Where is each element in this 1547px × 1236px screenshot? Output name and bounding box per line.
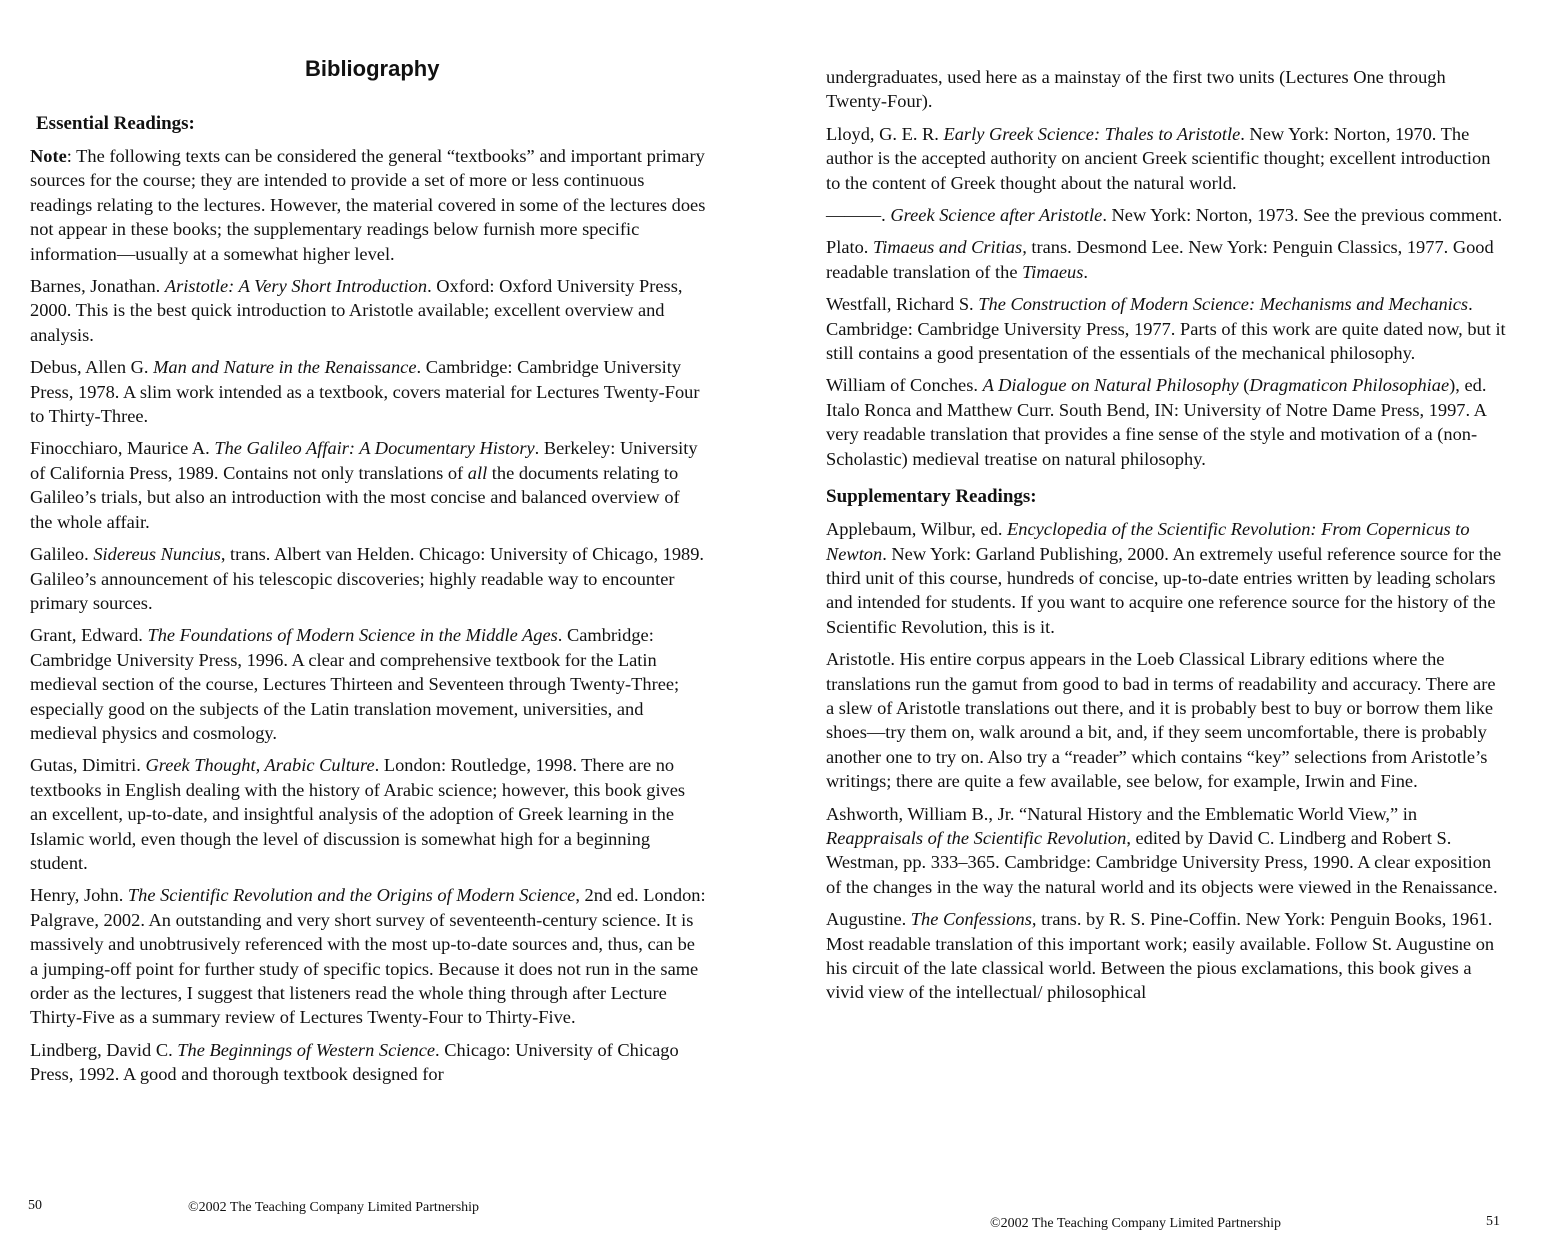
- copyright-notice: ©2002 The Teaching Company Limited Partnership: [188, 1200, 480, 1215]
- bibliography-entry: [826, 647, 1506, 793]
- entry-text: ), ed. Italo Ronca and Matthew Curr. South Bend, IN: University of Notre Dame Press, 1997. A very readable translation that provides a fine sense of the style and motivation of a (non-Scholastic) medieval treatise on natural philosophy.: [826, 375, 1487, 469]
- note-label: Note: [30, 146, 67, 166]
- entry-text: Henry, John.: [30, 885, 128, 906]
- entry-text: Plato.: [826, 237, 874, 258]
- right-page: [780, 0, 1547, 1236]
- entry-text: . Oxford: Oxford University Press, 2000. This is the best quick introduction to Aristotle available; excellent overview and analysis.: [30, 276, 683, 345]
- entry-text: . London: Routledge, 1998. There are no textbooks in English dealing with the history of Arabic science; however, this book gives an excellent, up-to-date, and insightful analysis of the adoption of Greek learning in the Islamic world, even though the level of discussion is somewhat high for a beginning student.: [30, 755, 686, 873]
- entry-text: . New York: Norton, 1970. The author is the accepted authority on ancient Greek scientific thought; excellent introduction to the content of Greek thought about the natural world.: [826, 123, 1491, 193]
- essential-entries: [30, 274, 706, 1087]
- bibliography-entry: [826, 122, 1506, 195]
- bibliography-entry: [30, 753, 706, 875]
- right-column: [826, 65, 1506, 1013]
- bibliography-entry: [30, 1038, 706, 1087]
- entry-title: Greek Thought, Arabic Culture: [145, 755, 375, 776]
- entry-text: Ashworth, William B., Jr. “Natural History and the Emblematic World View,” in: [826, 803, 1418, 824]
- supplementary-readings-heading: Supplementary Readings:: [826, 486, 1037, 508]
- entry-text: , 2nd ed. London: Palgrave, 2002. An outstanding and very short survey of seventeenth-century science. It is massively and unobtrusively referenced with the most up-to-date sources and, thus, can be a jumping-off point for further study of specific topics. Because it does not run in the same order as the lectures, I suggest that listeners read the whole thing through after Lecture Thirty-Five as a summary review of Lectures Twenty-Four to Thirty-Five.: [30, 885, 706, 1028]
- entry-text: undergraduates, used here as a mainstay of the first two units (Lectures One through Twenty-Four).: [826, 67, 1446, 112]
- bibliography-entry: [826, 292, 1506, 365]
- bibliography-entry: [826, 203, 1506, 227]
- entry-text: Aristotle. His entire corpus appears in the Loeb Classical Library editions where the translations run the gamut from good to bad in terms of readability and accuracy. There are a slew of Aristotle translations out there, and it is probably best to buy or borrow them like shoes—try them on, walk around a bit, and, if they seem uncomfortable, there is probably another one to try on. Also try a “reader” which contains “key” selections from Aristotle’s writings; there are quite a few available, see below, for example, Irwin and Fine.: [826, 649, 1496, 792]
- entry-text: Barnes, Jonathan.: [30, 276, 165, 297]
- entry-title: Sidereus Nuncius: [93, 544, 221, 565]
- entry-text: Westfall, Richard S.: [826, 294, 979, 315]
- entry-text: Debus, Allen G.: [30, 357, 154, 378]
- entry-title: Dragmaticon Philosophiae: [1249, 375, 1450, 396]
- note-text: : The following texts can be considered the general “textbooks” and important primary sources for the course; they are intended to provide a set of more or less continuous readings relating to the lectures. However, the material covered in some of the lectures does not appear in these books; the supplementary readings below furnish more specific information—usually at a somewhat higher level.: [30, 146, 706, 264]
- entry-title: The Confessions: [910, 909, 1032, 930]
- entry-text: Finocchiaro, Maurice A.: [30, 438, 215, 459]
- entry-title: The Construction of Modern Science: Mechanisms and Mechanics: [978, 294, 1469, 315]
- entry-text: . Cambridge: Cambridge University Press, 1978. A slim work intended as a textbook, covers material for Lectures Twenty-Four to Thirty-Three.: [30, 357, 700, 427]
- entry-text: William of Conches.: [826, 375, 983, 396]
- bibliography-entry: [826, 907, 1506, 1005]
- entry-text: , trans. by R. S. Pine-Coffin. New York: Penguin Books, 1961. Most readable translation of this important work; easily available. Follow St. Augustine on his circuit of the late classical world. Between the pious exclamations, this book gives a vivid view of the intellectual/ philosophical: [826, 909, 1495, 1003]
- continued-entries: [826, 65, 1506, 471]
- bibliography-entry: [826, 373, 1506, 471]
- entry-text: ———.: [826, 205, 891, 226]
- entry-text: . Cambridge: Cambridge University Press, 1996. A clear and comprehensive textbook for the Latin medieval section of the course, Lectures Thirteen and Seventeen through Twenty-Three; especially good on the subjects of the Latin translation movement, universities, and medieval physics and cosmology.: [30, 625, 680, 743]
- entry-title: The Foundations of Modern Science in the Middle Ages: [147, 625, 558, 646]
- bibliography-entry: [826, 802, 1506, 900]
- entry-text: trans. Desmond Lee. New York: Penguin Classics, 1977. Good readable translation of the: [826, 237, 1494, 282]
- bibliography-entry: [826, 65, 1506, 114]
- page-number: 51: [1486, 1214, 1500, 1229]
- entry-title: Timaeus: [1022, 261, 1084, 282]
- entry-text: . Berkeley: University of California Press, 1989. Contains not only translations of: [30, 438, 698, 483]
- entry-text: Augustine.: [826, 909, 911, 930]
- bibliography-entry: [30, 436, 706, 534]
- page-title: Bibliography: [305, 56, 440, 81]
- entry-text: . Cambridge: Cambridge University Press, 1977. Parts of this work are quite dated now, but it still contains a good presentation of the essentials of the mechanical philosophy.: [826, 294, 1506, 364]
- left-column: [30, 112, 706, 1095]
- bibliography-entry: [30, 623, 706, 745]
- entry-title: Aristotle: A Very Short Introduction: [164, 276, 428, 297]
- page-number: 50: [28, 1198, 42, 1213]
- entry-text: (: [1238, 375, 1250, 396]
- left-page: [0, 0, 760, 1236]
- entry-title: Greek Science after Aristotle: [890, 205, 1103, 226]
- essential-readings-heading: Essential Readings:: [36, 113, 195, 134]
- bibliography-entry: [30, 542, 706, 615]
- bibliography-entry: [30, 355, 706, 428]
- entry-title: Man and Nature in the Renaissance: [153, 357, 417, 378]
- entry-title: Timaeus and Critias,: [873, 237, 1027, 258]
- entry-text: Lloyd, G. E. R.: [826, 123, 944, 144]
- note-paragraph: [30, 144, 706, 266]
- entry-title: The Beginnings of Western Science: [177, 1039, 436, 1060]
- entry-title: Encyclopedia of the Scientific Revolution: From Copernicus to Newton: [826, 519, 1470, 564]
- entry-text: Applebaum, Wilbur, ed.: [826, 519, 1008, 540]
- entry-title: Early Greek Science: Thales to Aristotle: [943, 123, 1241, 144]
- entry-text: Lindberg, David C.: [30, 1039, 178, 1060]
- entry-text: Gutas, Dimitri.: [30, 755, 146, 776]
- bibliography-entry: [30, 883, 706, 1029]
- entry-title: The Scientific Revolution and the Origins of Modern Science: [127, 885, 576, 906]
- entry-title: The Galileo Affair: A Documentary History: [214, 438, 535, 459]
- entry-text: , edited by David C. Lindberg and Robert S. Westman, pp. 333–365. Cambridge: Cambridge University Press, 1990. A clear exposition of the changes in the way the natural world and its objects were viewed in the Renaissance.: [826, 827, 1498, 897]
- entry-text: . New York: Garland Publishing, 2000. An extremely useful reference source for the third unit of this course, hundreds of concise, up-to-date entries written by leading scholars and intended for students. If you want to acquire one reference source for the history of the Scientific Revolution, this is it.: [826, 543, 1502, 637]
- entry-text: .: [1083, 261, 1089, 282]
- bibliography-entry: [826, 235, 1506, 284]
- copyright-notice: ©2002 The Teaching Company Limited Partnership: [990, 1216, 1282, 1231]
- bibliography-entry: [30, 274, 706, 347]
- entry-text: Galileo.: [30, 544, 94, 565]
- supplementary-entries: [826, 517, 1506, 1005]
- entry-title: Reappraisals of the Scientific Revolution: [826, 827, 1127, 848]
- entry-text: Grant, Edward.: [30, 625, 148, 646]
- entry-title: A Dialogue on Natural Philosophy: [982, 375, 1239, 396]
- entry-text: . New York: Norton, 1973. See the previous comment.: [1102, 205, 1503, 226]
- entry-text: . Chicago: University of Chicago Press, 1992. A good and thorough textbook designed for: [30, 1039, 679, 1085]
- bibliography-entry: [826, 517, 1506, 639]
- entry-title: all: [467, 462, 488, 483]
- entry-text: the documents relating to Galileo’s trials, but also an introduction with the most concise and balanced overview of the whole affair.: [30, 462, 680, 532]
- entry-text: , trans. Albert van Helden. Chicago: University of Chicago, 1989. Galileo’s announcement of his telescopic discoveries; highly readable way to encounter primary sources.: [30, 544, 705, 613]
